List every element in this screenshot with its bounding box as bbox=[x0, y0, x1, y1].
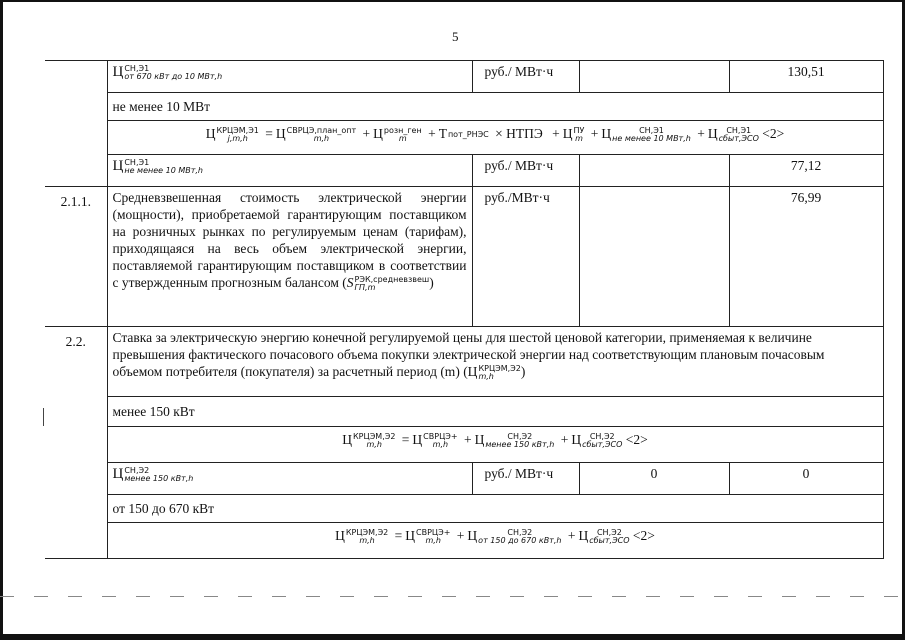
symbol-cell bbox=[107, 61, 472, 93]
table-row bbox=[45, 397, 883, 427]
symbol-cell bbox=[107, 463, 472, 495]
range-label: менее 150 кВт bbox=[107, 397, 883, 427]
table-row bbox=[45, 427, 883, 463]
unit-cell: руб./МВт·ч bbox=[472, 187, 579, 327]
unit-cell: руб./ МВт·ч bbox=[472, 155, 579, 187]
description-cell: Средневзвешенная стоимость электрической энергии (мощности), приобретаемой гарантирующим поставщиком на розничных рынках по регулируемым ценам (тарифам), приходящаяся на весь объем электрической энергии, поставляемой гарантирующим поставщиком в соответствии с утвержденным прогнозным балансом (S РЭК,средневзвеш ГП,m ) bbox=[107, 187, 472, 327]
row-number-cell bbox=[45, 61, 107, 187]
table-row bbox=[45, 61, 883, 93]
formula-row: Ц КРЦЭМ,Э2 m,h = Ц СВРЦЭ+ m,h + Ц СН,Э2 менее 150 кВт,h + Ц СН,Э2 сбыт,ЭСО <2> bbox=[107, 427, 883, 463]
price-symbol: Ц СН,Э1 от 670 кВт до 10 МВт,h bbox=[112, 63, 223, 81]
value-cell: 130,51 bbox=[729, 61, 883, 93]
unit-cell: руб./ МВт·ч bbox=[472, 463, 579, 495]
formula-row: Ц КРЦЭМ,Э1 j,m,h = Ц СВРЦЭ,план_опт m,h + Ц розн_ген m + Т пот_РНЭС × НТПЭ + Ц ПУ m + Ц СН,Э1 не менее 10 МВт,h + Ц СН,Э1 сбыт,ЭСО <2> bbox=[107, 121, 883, 155]
table-row bbox=[45, 463, 883, 495]
margin-mark bbox=[43, 408, 44, 426]
symbol-cell bbox=[107, 155, 472, 187]
formula-row: Ц КРЦЭМ,Э2 m,h = Ц СВРЦЭ+ m,h + Ц СН,Э2 от 150 до 670 кВт,h + Ц СН,Э2 сбыт,ЭСО <2> bbox=[107, 523, 883, 559]
frame-top bbox=[0, 0, 905, 2]
table-row bbox=[45, 523, 883, 559]
table-row bbox=[45, 327, 883, 397]
table-row bbox=[45, 495, 883, 523]
price-symbol: Ц СН,Э1 не менее 10 МВт,h bbox=[112, 157, 203, 175]
empty-cell bbox=[579, 155, 729, 187]
empty-cell bbox=[579, 61, 729, 93]
value-cell: 0 bbox=[729, 463, 883, 495]
row-number: 2.2. bbox=[45, 327, 107, 559]
row-number: 2.1.1. bbox=[45, 187, 107, 327]
unit-cell: руб./ МВт·ч bbox=[472, 61, 579, 93]
price-symbol: Ц СН,Э2 менее 150 кВт,h bbox=[112, 465, 194, 483]
frame-left bbox=[0, 0, 3, 640]
value-cell: 0 bbox=[579, 463, 729, 495]
range-label: от 150 до 670 кВт bbox=[107, 495, 883, 523]
value-cell: 77,12 bbox=[729, 155, 883, 187]
tariff-table bbox=[45, 60, 884, 559]
value-cell: 76,99 bbox=[729, 187, 883, 327]
scan-dash-line bbox=[0, 596, 905, 597]
table-row bbox=[45, 121, 883, 155]
table-row bbox=[45, 93, 883, 121]
page-number: 5 bbox=[452, 29, 459, 44]
frame-bottom bbox=[0, 634, 905, 640]
empty-cell bbox=[579, 187, 729, 327]
table-row bbox=[45, 155, 883, 187]
range-label: не менее 10 МВт bbox=[107, 93, 883, 121]
description-cell: Ставка за электрическую энергию конечной регулируемой цены для шестой ценовой категории, применяемая к величине превышения фактического почасового объема покупки электрической энергии над соответствующим плановым почасовым объемом потребителя (покупателя) за расчетный период (m) (Ц КРЦЭМ,Э2 m,h ) bbox=[107, 327, 883, 397]
table-row bbox=[45, 187, 883, 327]
